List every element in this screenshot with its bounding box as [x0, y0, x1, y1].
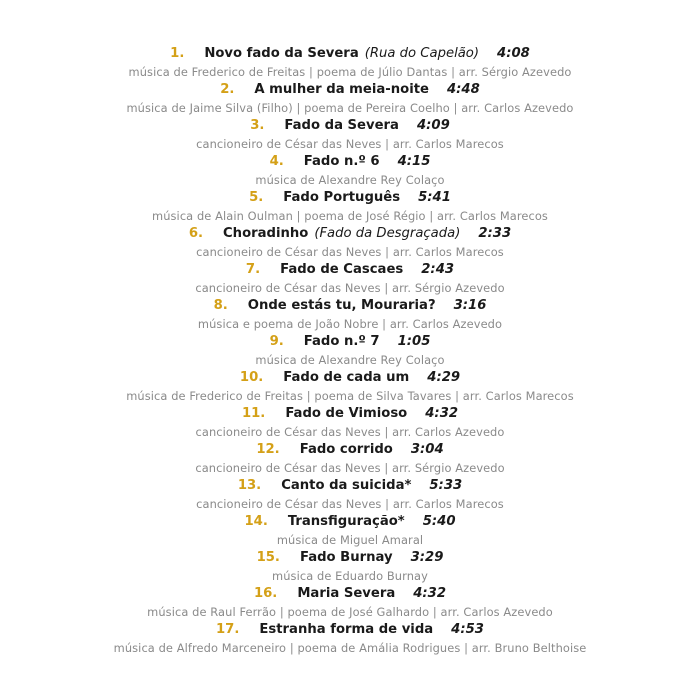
track-credits: música de Raul Ferrão | poema de José Galhardo | arr. Carlos Azevedo [147, 605, 553, 619]
track-duration: 4:53 [451, 622, 484, 637]
track-title-line [0, 549, 700, 567]
track-number: 5. [249, 190, 264, 205]
track-duration: 1:05 [397, 334, 431, 349]
track-title: Transfiguração* [287, 514, 405, 529]
track-item [0, 549, 700, 585]
track-credits: cancioneiro de César das Neves | arr. Carlos Azevedo [195, 425, 505, 439]
track-number: 4. [269, 154, 284, 169]
track-title: Fado da Severa [284, 118, 399, 133]
track-title: Choradinho [223, 226, 309, 241]
track-credits: cancioneiro de César das Neves | arr. Carlos Marecos [196, 137, 504, 151]
track-title: Fado Português [283, 190, 401, 205]
track-item [0, 405, 700, 441]
track-duration: 2:43 [421, 262, 455, 277]
track-number: 7. [245, 262, 261, 277]
track-title-line [0, 189, 700, 207]
track-title: Estranha forma de vida [259, 622, 434, 637]
track-duration: 3:29 [410, 550, 444, 565]
track-number: 11. [241, 406, 266, 421]
track-credits: música de Alain Oulman | poema de José Régio | arr. Carlos Marecos [152, 209, 548, 223]
track-item [0, 477, 700, 513]
track-title-line [0, 369, 700, 387]
track-item [0, 297, 700, 333]
track-number: 14. [244, 514, 268, 529]
track-credits: música de Frederico de Freitas | poema de Júlio Dantas | arr. Sérgio Azevedo [128, 65, 572, 79]
track-duration: 5:40 [422, 514, 456, 529]
track-title-line [0, 261, 700, 279]
track-title-line [0, 81, 700, 99]
track-duration: 3:04 [410, 442, 444, 457]
track-item [0, 189, 700, 225]
track-title: Onde estás tu, Mouraria? [247, 298, 436, 313]
track-item [0, 585, 700, 621]
track-credits: música de Jaime Silva (Filho) | poema de Pereira Coelho | arr. Carlos Azevedo [126, 101, 574, 115]
track-duration: 4:09 [416, 118, 450, 133]
track-item [0, 153, 700, 189]
track-title: Fado corrido [299, 442, 393, 457]
track-number: 9. [269, 334, 284, 349]
track-number: 1. [170, 46, 185, 61]
track-duration: 4:48 [446, 82, 480, 97]
track-title: Fado de Cascaes [280, 262, 404, 277]
track-title-line [0, 333, 700, 351]
track-credits: música e poema de João Nobre | arr. Carlos Azevedo [197, 317, 503, 331]
track-number: 3. [250, 118, 265, 133]
track-credits: música de Alfredo Marceneiro | poema de Amália Rodrigues | arr. Bruno Belthoise [113, 641, 587, 655]
track-number: 6. [188, 226, 203, 241]
track-item [0, 621, 700, 657]
track-title: Fado de cada um [283, 370, 410, 385]
track-subtitle: (Rua do Capelão) [364, 46, 480, 61]
track-item [0, 117, 700, 153]
track-duration: 4:29 [427, 370, 461, 385]
track-number: 8. [213, 298, 228, 313]
track-credits: cancioneiro de César das Neves | arr. Sérgio Azevedo [195, 281, 505, 295]
track-item [0, 333, 700, 369]
track-number: 12. [256, 442, 280, 457]
track-number: 16. [253, 586, 278, 601]
track-title: A mulher da meia-noite [254, 82, 429, 97]
track-credits: cancioneiro de César das Neves | arr. Sérgio Azevedo [195, 461, 505, 475]
track-subtitle: (Fado da Desgraçada) [314, 226, 461, 241]
track-title: Fado de Vimioso [285, 406, 408, 421]
track-duration: 3:16 [453, 298, 487, 313]
track-duration: 5:33 [429, 478, 463, 493]
track-title: Fado n.º 6 [303, 154, 380, 169]
track-credits: música de Alexandre Rey Colaço [255, 173, 445, 187]
track-number: 2. [220, 82, 235, 97]
track-duration: 2:33 [478, 226, 512, 241]
track-number: 15. [256, 550, 280, 565]
track-item [0, 225, 700, 261]
track-title-line [0, 225, 700, 243]
track-credits: cancioneiro de César das Neves | arr. Carlos Marecos [196, 497, 504, 511]
track-title: Fado n.º 7 [303, 334, 380, 349]
track-title-line [0, 405, 700, 423]
track-title: Fado Burnay [299, 550, 393, 565]
track-item [0, 261, 700, 297]
track-list [0, 45, 700, 657]
track-title: Novo fado da Severa [204, 46, 359, 61]
track-duration: 5:41 [418, 190, 451, 205]
track-title-line [0, 441, 700, 459]
track-duration: 4:32 [413, 586, 447, 601]
track-title-line [0, 153, 700, 171]
track-title: Canto da suicida* [281, 478, 412, 493]
track-item [0, 441, 700, 477]
track-item [0, 369, 700, 405]
track-title-line [0, 621, 700, 639]
track-item [0, 45, 700, 81]
track-title-line [0, 297, 700, 315]
track-title-line [0, 585, 700, 603]
track-title-line [0, 117, 700, 135]
track-title: Maria Severa [297, 586, 396, 601]
track-item [0, 81, 700, 117]
track-number: 10. [239, 370, 264, 385]
track-duration: 4:08 [497, 46, 530, 61]
track-duration: 4:15 [397, 154, 431, 169]
track-item [0, 513, 700, 549]
track-credits: música de Eduardo Burnay [272, 569, 428, 583]
track-credits: música de Alexandre Rey Colaço [255, 353, 445, 367]
track-credits: música de Miguel Amaral [276, 533, 424, 547]
track-title-line [0, 45, 700, 63]
track-credits: música de Frederico de Freitas | poema de Silva Tavares | arr. Carlos Marecos [126, 389, 574, 403]
track-title-line [0, 513, 700, 531]
track-title-line [0, 477, 700, 495]
track-credits: cancioneiro de César das Neves | arr. Carlos Marecos [196, 245, 504, 259]
track-number: 13. [237, 478, 262, 493]
track-duration: 4:32 [425, 406, 459, 421]
track-number: 17. [216, 622, 240, 637]
